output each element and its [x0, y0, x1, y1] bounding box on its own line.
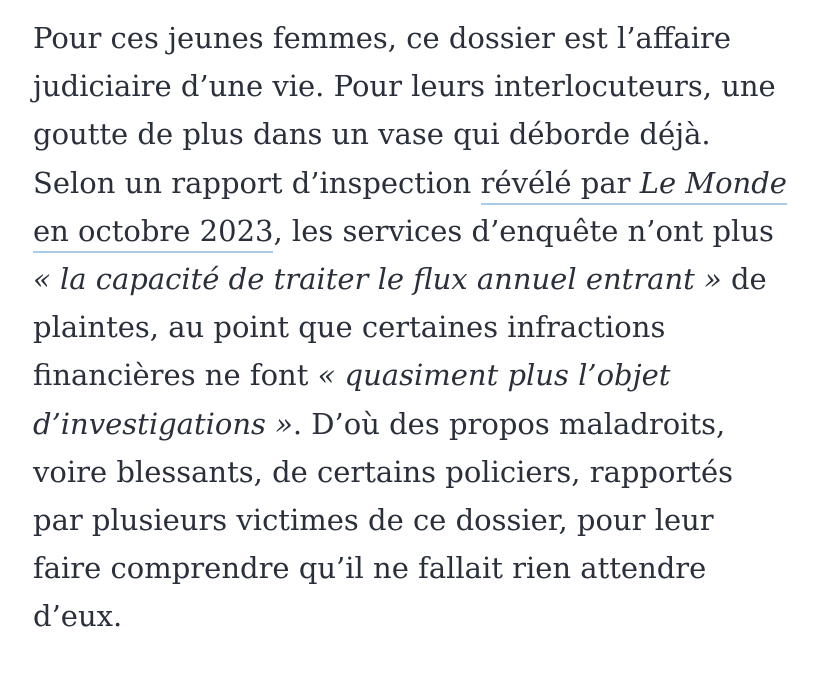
text-line: [33, 159, 813, 207]
article-paragraph: [33, 14, 813, 640]
text-segment: , les services d’enquête n’ont plus: [273, 213, 774, 248]
text-line: plaintes, au point que certaines infractions: [33, 310, 666, 345]
text-line: faire comprendre qu’il ne fallait rien attendre: [33, 551, 707, 586]
link-text-publication: Le Monde: [639, 165, 787, 200]
text-line: Pour ces jeunes femmes, ce dossier est l’affaire: [33, 21, 732, 55]
text-line: d’eux.: [33, 599, 123, 634]
text-line: goutte de plus dans un vase qui déborde déjà.: [33, 117, 711, 152]
text-line: [33, 255, 813, 303]
text-line: judiciaire d’une vie. Pour leurs interlocuteurs, une: [33, 69, 776, 104]
link-text: révélé par: [480, 165, 640, 200]
text-line: voire blessants, de certains policiers, rapportés: [33, 454, 734, 489]
text-line: [33, 207, 813, 255]
article-link-le-monde[interactable]: [481, 166, 787, 205]
quote-text: « la capacité de traiter le flux annuel entrant »: [33, 261, 722, 296]
text-segment: Selon un rapport d’inspection: [33, 165, 481, 200]
text-line: [33, 351, 813, 399]
quote-text: d’investigations »: [33, 406, 293, 441]
text-line: par plusieurs victimes de ce dossier, pour leur: [33, 502, 714, 537]
text-segment: . D’où des propos maladroits,: [292, 406, 726, 441]
text-segment: financières ne font: [33, 358, 318, 393]
text-segment: de: [721, 261, 767, 296]
text-line: [33, 400, 813, 448]
quote-text: « quasiment plus l’objet: [317, 358, 671, 393]
article-link-date[interactable]: en octobre 2023: [33, 214, 273, 253]
